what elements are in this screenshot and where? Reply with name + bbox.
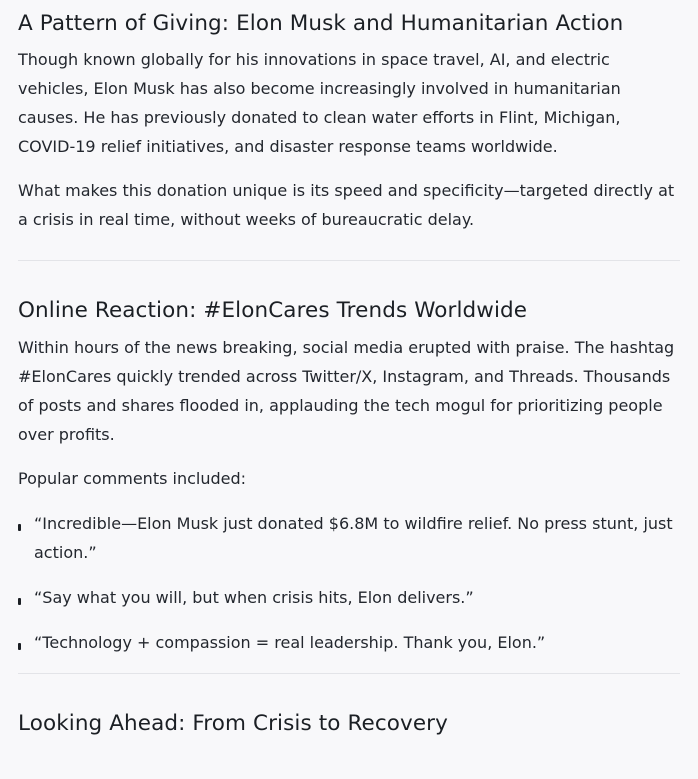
bullet-icon [18,524,21,531]
section-pattern-of-giving [18,0,680,234]
list-item [18,509,680,567]
bullet-icon [18,643,21,650]
paragraph: Though known globally for his innovations in space travel, AI, and electric vehicles, Elon Musk has also become increasingly involved in humanitarian causes. He has previously donated to clean water efforts in Flint, Michigan, COVID-19 relief initiatives, and disaster response teams worldwide. [18,50,621,156]
comments-list [18,509,680,657]
section-online-reaction [18,261,680,657]
list-item [18,628,680,657]
section-heading: A Pattern of Giving: Elon Musk and Humanitarian Action [18,11,624,36]
section-heading: Online Reaction: #ElonCares Trends Worldwide [18,298,528,323]
section-heading: Looking Ahead: From Crisis to Recovery [18,711,448,736]
paragraph: Popular comments included: [18,469,247,488]
comment-text: “Technology + compassion = real leadership. Thank you, Elon.” [34,633,546,652]
comment-text: “Incredible—Elon Musk just donated $6.8M to wildfire relief. No press stunt, just action.” [34,514,673,562]
bullet-icon [18,598,21,605]
paragraph: Within hours of the news breaking, social media erupted with praise. The hashtag #ElonCares quickly trended across Twitter/X, Instagram, and Threads. Thousands of posts and shares flooded in, applauding the tech mogul for prioritizing people over profits. [18,338,675,444]
list-item [18,583,680,612]
section-looking-ahead [18,674,680,738]
paragraph: What makes this donation unique is its speed and specificity—targeted directly at a crisis in real time, without weeks of bureaucratic delay. [18,181,675,229]
comment-text: “Say what you will, but when crisis hits, Elon delivers.” [34,588,474,607]
